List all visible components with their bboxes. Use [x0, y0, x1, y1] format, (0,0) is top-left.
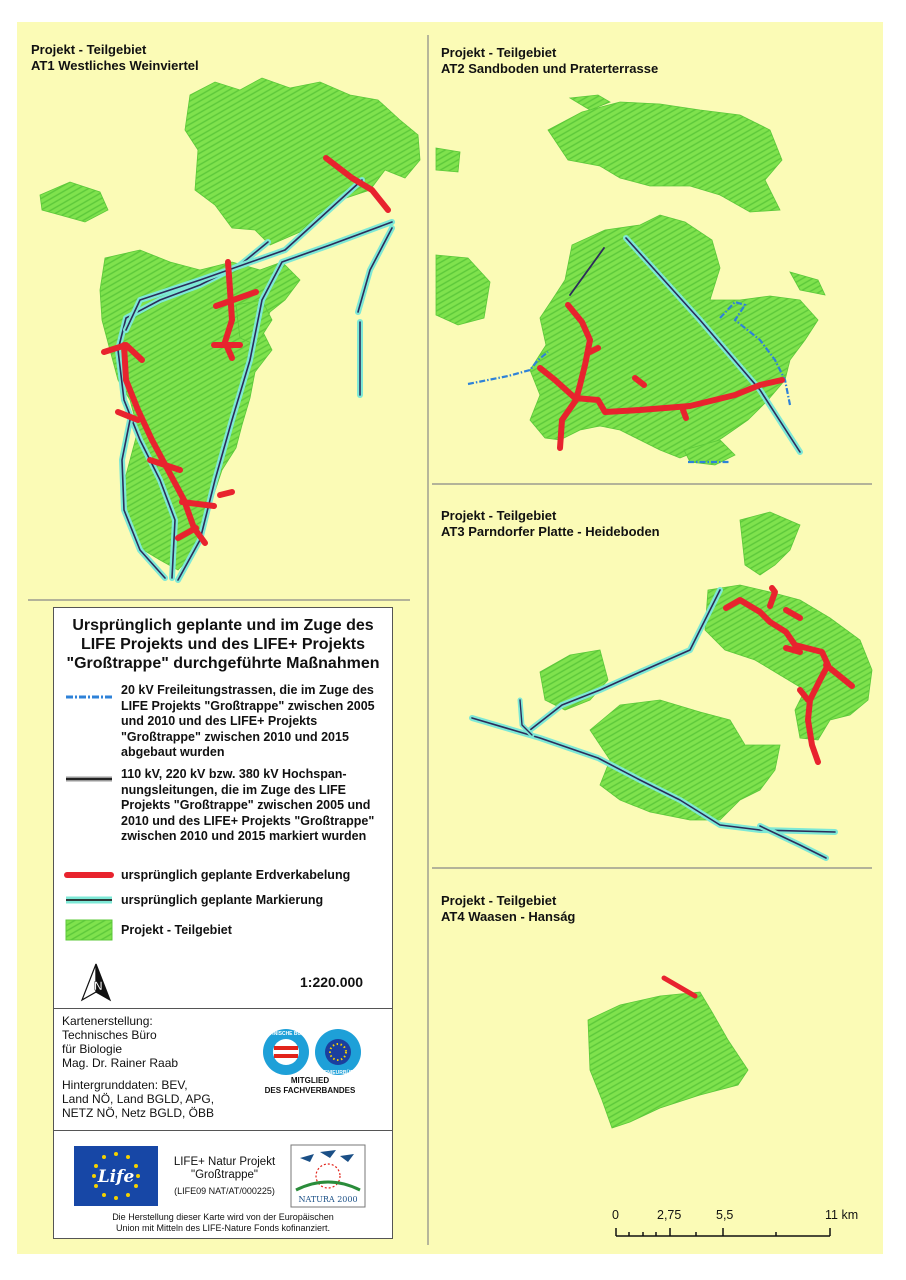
at1-map	[40, 78, 420, 580]
at2-area-west	[436, 255, 490, 325]
legend-box	[53, 607, 393, 1239]
legend-symbol-area	[64, 918, 114, 942]
credits-author: Kartenerstellung: Technisches Büro für Biologie Mag. Dr. Rainer Raab	[62, 1014, 179, 1070]
legend-label-cable: ursprünglich geplante Erdverkabelung	[121, 868, 351, 882]
life-eu-logo	[74, 1146, 158, 1206]
panel-title-at4: Projekt - Teilgebiet AT4 Waasen - Hanság	[441, 893, 576, 924]
at2-area-main	[530, 215, 818, 458]
at1-cable-11	[220, 492, 232, 495]
at2-area-topleft	[436, 148, 460, 172]
scale-label-3: 11 km	[825, 1208, 859, 1222]
legend-divider-2	[54, 1130, 392, 1131]
legend-symbol-hv-line	[64, 774, 114, 784]
at3-cable-4	[786, 648, 800, 652]
at3-map	[472, 512, 872, 858]
at2-area-north	[548, 102, 782, 212]
legend-label-hv-line: 110 kV, 220 kV bzw. 380 kV Hochspan-nungsleitungen, die im Zuge des LIFE Projekts "Großtrappe" zwischen 2005 und 2010 und des LIFE+ Projekts "Großtrappe" zwischen 2010 und 2015 markiert wurden	[121, 767, 375, 843]
credits-data: Hintergrunddaten: BEV, Land NÖ, Land BGLD, APG, NETZ NÖ, Netz BGLD, ÖBB	[62, 1078, 215, 1120]
project-code: (LIFE09 NAT/AT/000225)	[174, 1186, 275, 1196]
at2-map	[436, 95, 825, 465]
legend-symbol-marking	[64, 894, 114, 906]
at1-area-north	[185, 78, 420, 245]
at1-cable-9	[182, 502, 214, 506]
scale-bar	[612, 1208, 862, 1240]
legend-title: Ursprünglich geplante und im Zuge des LIFE Projekts und des LIFE+ Projekts "Großtrappe" durchgeführte Maßnahmen	[66, 617, 380, 672]
svg-text:N: N	[94, 979, 103, 993]
program-label: LIFE+ Natur Projekt "Großtrappe"	[173, 1156, 276, 1181]
svg-text:Life: Life	[97, 1167, 135, 1187]
svg-text:NATURA 2000: NATURA 2000	[298, 1195, 358, 1204]
at2-cable-5	[683, 410, 686, 418]
at4-area	[588, 992, 748, 1128]
scale-label-0: 0	[612, 1208, 619, 1222]
legend-symbol-removed-line	[64, 692, 114, 702]
legend-divider-1	[54, 1008, 392, 1009]
at2-area-east	[790, 272, 825, 295]
at2-cable-3	[590, 348, 598, 352]
panel-title-at2: Projekt - Teilgebiet AT2 Sandboden und Praterterrasse	[441, 45, 659, 76]
fachverband-logo	[256, 1026, 386, 1076]
member-label: MITGLIED DES FACHVERBANDES	[264, 1076, 356, 1095]
north-arrow-icon	[78, 960, 120, 1004]
panel-title-at3: Projekt - Teilgebiet AT3 Parndorfer Platte - Heideboden	[441, 508, 660, 539]
scale-label-2: 5,5	[716, 1208, 734, 1222]
scale-label-1: 2,75	[657, 1208, 682, 1222]
panel-title-at1: Projekt - Teilgebiet AT1 Westliches Weinviertel	[31, 42, 199, 73]
natura-2000-logo	[290, 1144, 366, 1208]
legend-label-removed-line: 20 kV Freileitungstrassen, die im Zuge des LIFE Projekts "Großtrappe" zwischen 2005 und 2010 und des LIFE+ Projekts "Großtrappe" zwischen 2010 und 2015 abgebaut wurden	[121, 683, 375, 759]
at3-area-north	[740, 512, 800, 575]
at1-marking-4	[358, 228, 392, 312]
legend-label-marking: ursprünglich geplante Markierung	[121, 893, 324, 907]
at1-area-west	[40, 182, 108, 222]
legend-label-area: Projekt - Teilgebiet	[121, 923, 232, 937]
at4-cable	[664, 978, 695, 996]
legend-symbol-cable	[64, 869, 114, 881]
scale-ratio: 1:220.000	[300, 974, 364, 990]
funding-note: Die Herstellung dieser Karte wird von der Europäischen Union mit Mitteln des LIFE-Nature Fonds kofinanziert.	[112, 1212, 334, 1233]
svg-text:INGENIEURBÜROS: INGENIEURBÜROS	[315, 1070, 361, 1076]
svg-text:TECHNISCHE BÜROS: TECHNISCHE BÜROS	[260, 1031, 312, 1037]
at4-map	[588, 978, 748, 1128]
